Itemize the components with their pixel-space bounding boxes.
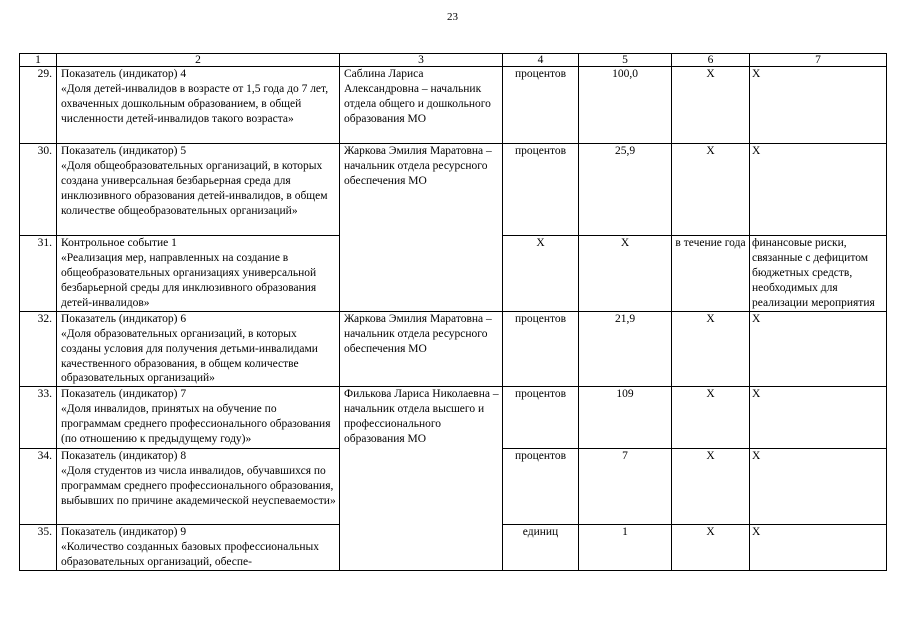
header-col-6: 6	[672, 54, 750, 67]
risk-cell: Х	[750, 449, 887, 525]
value-cell: 25,9	[579, 144, 672, 236]
indicator-description: «Доля общеобразовательных организаций, в которых создана универсальная безбарьерная среда для инклюзивного образования детей-инвалидов, в общем количестве общеобразовательных организаций»	[61, 159, 328, 217]
term-cell: Х	[672, 449, 750, 525]
unit-cell: процентов	[503, 449, 579, 525]
responsible-cell: Филькова Лариса Николаевна – начальник отдела высшего и профессионального образования МО	[340, 387, 503, 449]
indicator-description: «Доля образовательных организаций, в которых созданы условия для получения детьми-инвалидами качественного образования, в общем количестве образовательных организаций»	[61, 327, 318, 385]
indicator-cell	[57, 311, 340, 387]
indicator-title: Показатель (индикатор) 7	[61, 388, 187, 401]
header-col-2: 2	[57, 54, 340, 67]
indicator-cell	[57, 449, 340, 525]
header-col-7: 7	[750, 54, 887, 67]
unit-cell: Х	[503, 236, 579, 312]
event-title: Контрольное событие 1	[61, 237, 177, 249]
responsible-cell	[340, 236, 503, 312]
risk-cell: Х	[750, 525, 887, 571]
indicators-table	[19, 53, 887, 571]
row-number: 31.	[20, 236, 57, 312]
indicator-description: «Количество созданных базовых профессиональных образовательных организаций, обеспе-	[61, 541, 319, 569]
indicator-title: Показатель (индикатор) 6	[61, 312, 187, 325]
row-number: 33.	[20, 387, 57, 449]
table-row	[20, 311, 887, 387]
term-cell: Х	[672, 311, 750, 387]
unit-cell: единиц	[503, 525, 579, 571]
table-row	[20, 449, 887, 525]
indicator-title: Показатель (индикатор) 4	[61, 68, 187, 80]
term-cell: в течение года	[672, 236, 750, 312]
header-col-1: 1	[20, 54, 57, 67]
value-cell: 7	[579, 449, 672, 525]
term-cell: Х	[672, 387, 750, 449]
risk-cell: Х	[750, 387, 887, 449]
table-row	[20, 236, 887, 312]
indicator-title: Показатель (индикатор) 8	[61, 450, 187, 463]
risk-cell: Х	[750, 311, 887, 387]
indicator-cell	[57, 387, 340, 449]
table-row	[20, 387, 887, 449]
risk-cell: Х	[750, 67, 887, 144]
risk-cell: финансовые риски, связанные с дефицитом бюджетных средств, необходимых для реализации мероприятия	[750, 236, 887, 312]
responsible-cell: Жаркова Эмилия Маратовна – начальник отдела ресурсного обеспечения МО	[340, 311, 503, 387]
unit-cell: процентов	[503, 144, 579, 236]
responsible-cell: Саблина Лариса Александровна – начальник отдела общего и дошкольного образования МО	[340, 67, 503, 144]
indicator-title: Показатель (индикатор) 9	[61, 526, 187, 539]
row-number: 29.	[20, 67, 57, 144]
value-cell: 21,9	[579, 311, 672, 387]
row-number: 34.	[20, 449, 57, 525]
value-cell: 100,0	[579, 67, 672, 144]
value-cell: 1	[579, 525, 672, 571]
table-row	[20, 67, 887, 144]
responsible-cell	[340, 449, 503, 525]
indicator-description: «Доля инвалидов, принятых на обучение по программам среднего профессионального образования (по отношению к предыдущему году)»	[61, 403, 331, 446]
indicator-cell	[57, 144, 340, 236]
indicator-cell	[57, 525, 340, 571]
risk-cell: Х	[750, 144, 887, 236]
indicator-cell	[57, 67, 340, 144]
responsible-cell: Жаркова Эмилия Маратовна – начальник отдела ресурсного обеспечения МО	[340, 144, 503, 236]
indicator-description: «Доля детей-инвалидов в возрасте от 1,5 года до 7 лет, охваченных дошкольным образованием, в общей численности детей-инвалидов такого возраста»	[61, 82, 329, 125]
term-cell: Х	[672, 525, 750, 571]
value-cell: 109	[579, 387, 672, 449]
header-row	[20, 54, 887, 67]
row-number: 32.	[20, 311, 57, 387]
responsible-cell	[340, 525, 503, 571]
term-cell: Х	[672, 67, 750, 144]
header-col-4: 4	[503, 54, 579, 67]
header-col-5: 5	[579, 54, 672, 67]
row-number: 35.	[20, 525, 57, 571]
unit-cell: процентов	[503, 67, 579, 144]
event-description: «Реализация мер, направленных на создание в общеобразовательных организациях универсальной безбарьерной среды для инклюзивного образования детей-инвалидов»	[61, 251, 317, 309]
indicator-description: «Доля студентов из числа инвалидов, обучавшихся по программам среднего профессионального образования, выбывших по причине академической неуспеваемости»	[61, 465, 336, 508]
header-col-3: 3	[340, 54, 503, 67]
table-row	[20, 525, 887, 571]
value-cell: Х	[579, 236, 672, 312]
indicator-title: Показатель (индикатор) 5	[61, 145, 187, 157]
unit-cell: процентов	[503, 311, 579, 387]
page-number: 23	[447, 11, 458, 23]
event-cell	[57, 236, 340, 312]
unit-cell: процентов	[503, 387, 579, 449]
table-row	[20, 144, 887, 236]
row-number: 30.	[20, 144, 57, 236]
term-cell: Х	[672, 144, 750, 236]
